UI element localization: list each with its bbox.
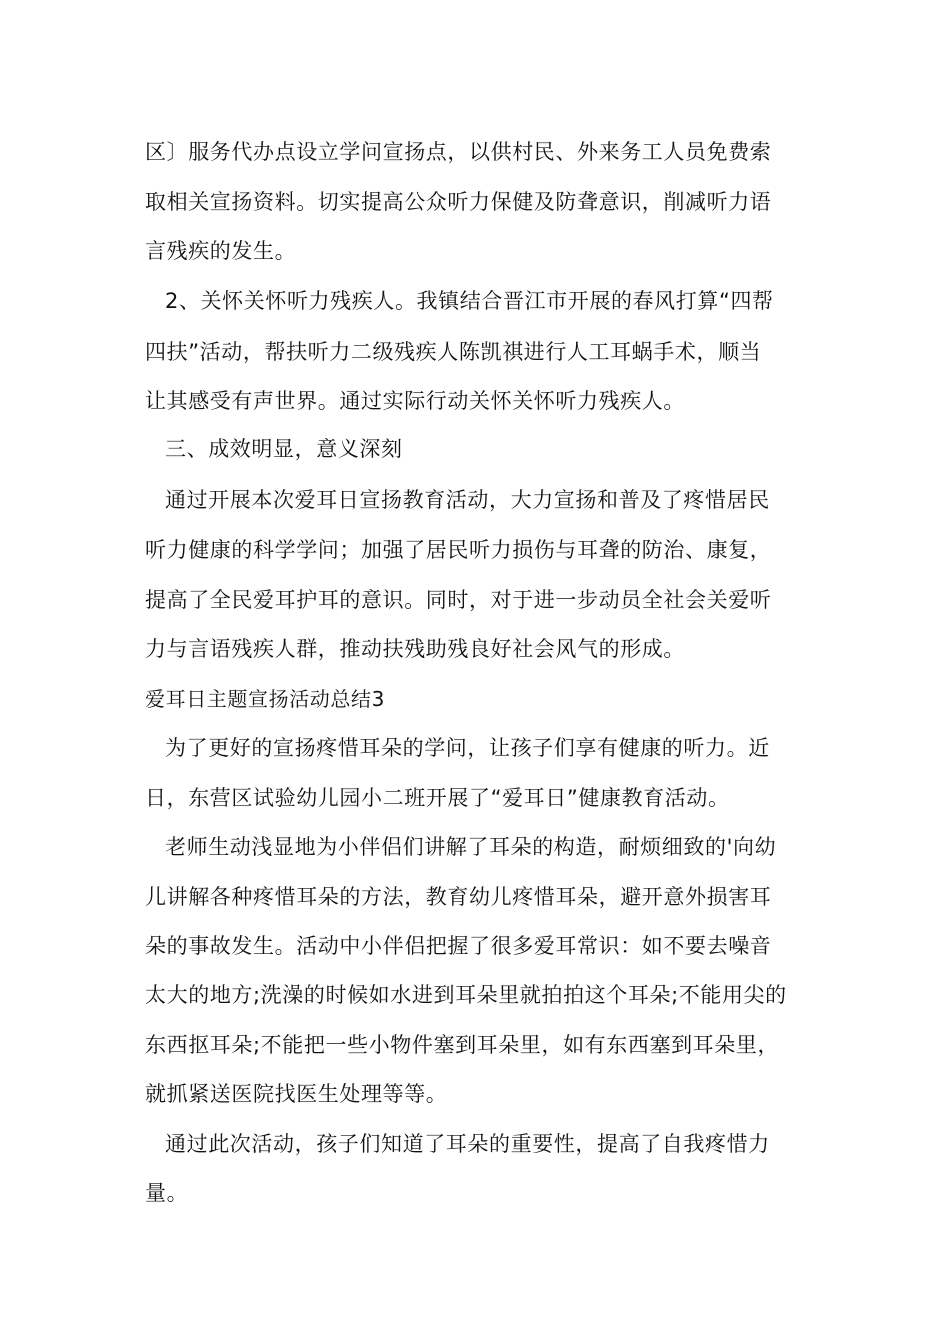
text-line: 四扶”活动，帮扶听力二级残疾人陈凯祺进行人工耳蜗手术，顺当	[145, 340, 762, 364]
text-line: 为了更好的宣扬疼惜耳朵的学问，让孩子们享有健康的听力。近	[165, 736, 770, 760]
section-heading: 三、成效明显，意义深刻	[165, 437, 403, 461]
text-line: 区〕服务代办点设立学问宣扬点，以供村民、外来务工人员免费索	[145, 140, 772, 164]
text-line: 听力健康的科学学问；加强了居民听力损伤与耳聋的防治、康复，	[145, 538, 772, 562]
text-line: 提高了全民爱耳护耳的意识。同时，对于进一步动员全社会关爱听	[145, 588, 772, 612]
text-line: 朵的事故发生。活动中小伴侣把握了很多爱耳常识：如不要去噪音	[145, 934, 772, 958]
text-line: 让其感受有声世界。通过实际行动关怀关怀听力残疾人。	[145, 389, 685, 413]
text-line: 通过此次活动，孩子们知道了耳朵的重要性，提高了自我疼惜力	[165, 1132, 770, 1156]
text-line: 太大的地方;洗澡的时候如水进到耳朵里就拍拍这个耳朵;不能用尖的	[145, 983, 787, 1007]
article-title: 爱耳日主题宣扬活动总结3	[145, 687, 385, 711]
text-line: 2、关怀关怀听力残疾人。我镇结合晋江市开展的春风打算“四帮	[165, 289, 774, 313]
text-line: 老师生动浅显地为小伴侣们讲解了耳朵的构造，耐烦细致的'向幼	[165, 835, 777, 859]
text-line: 力与言语残疾人群，推动扶残助残良好社会风气的形成。	[145, 637, 685, 661]
text-line: 儿讲解各种疼惜耳朵的方法，教育幼儿疼惜耳朵，避开意外损害耳	[145, 885, 772, 909]
text-line: 取相关宣扬资料。切实提高公众听力保健及防聋意识，削减听力语	[145, 190, 772, 214]
text-line: 就抓紧送医院找医生处理等等。	[145, 1082, 448, 1106]
text-line: 日，东营区试验幼儿园小二班开展了“爱耳日”健康教育活动。	[145, 786, 730, 810]
text-line: 东西抠耳朵;不能把一些小物件塞到耳朵里，如有东西塞到耳朵里，	[145, 1033, 780, 1057]
text-line: 通过开展本次爱耳日宣扬教育活动，大力宣扬和普及了疼惜居民	[165, 488, 770, 512]
text-line: 言残疾的发生。	[145, 239, 297, 263]
text-line: 量。	[145, 1181, 189, 1205]
